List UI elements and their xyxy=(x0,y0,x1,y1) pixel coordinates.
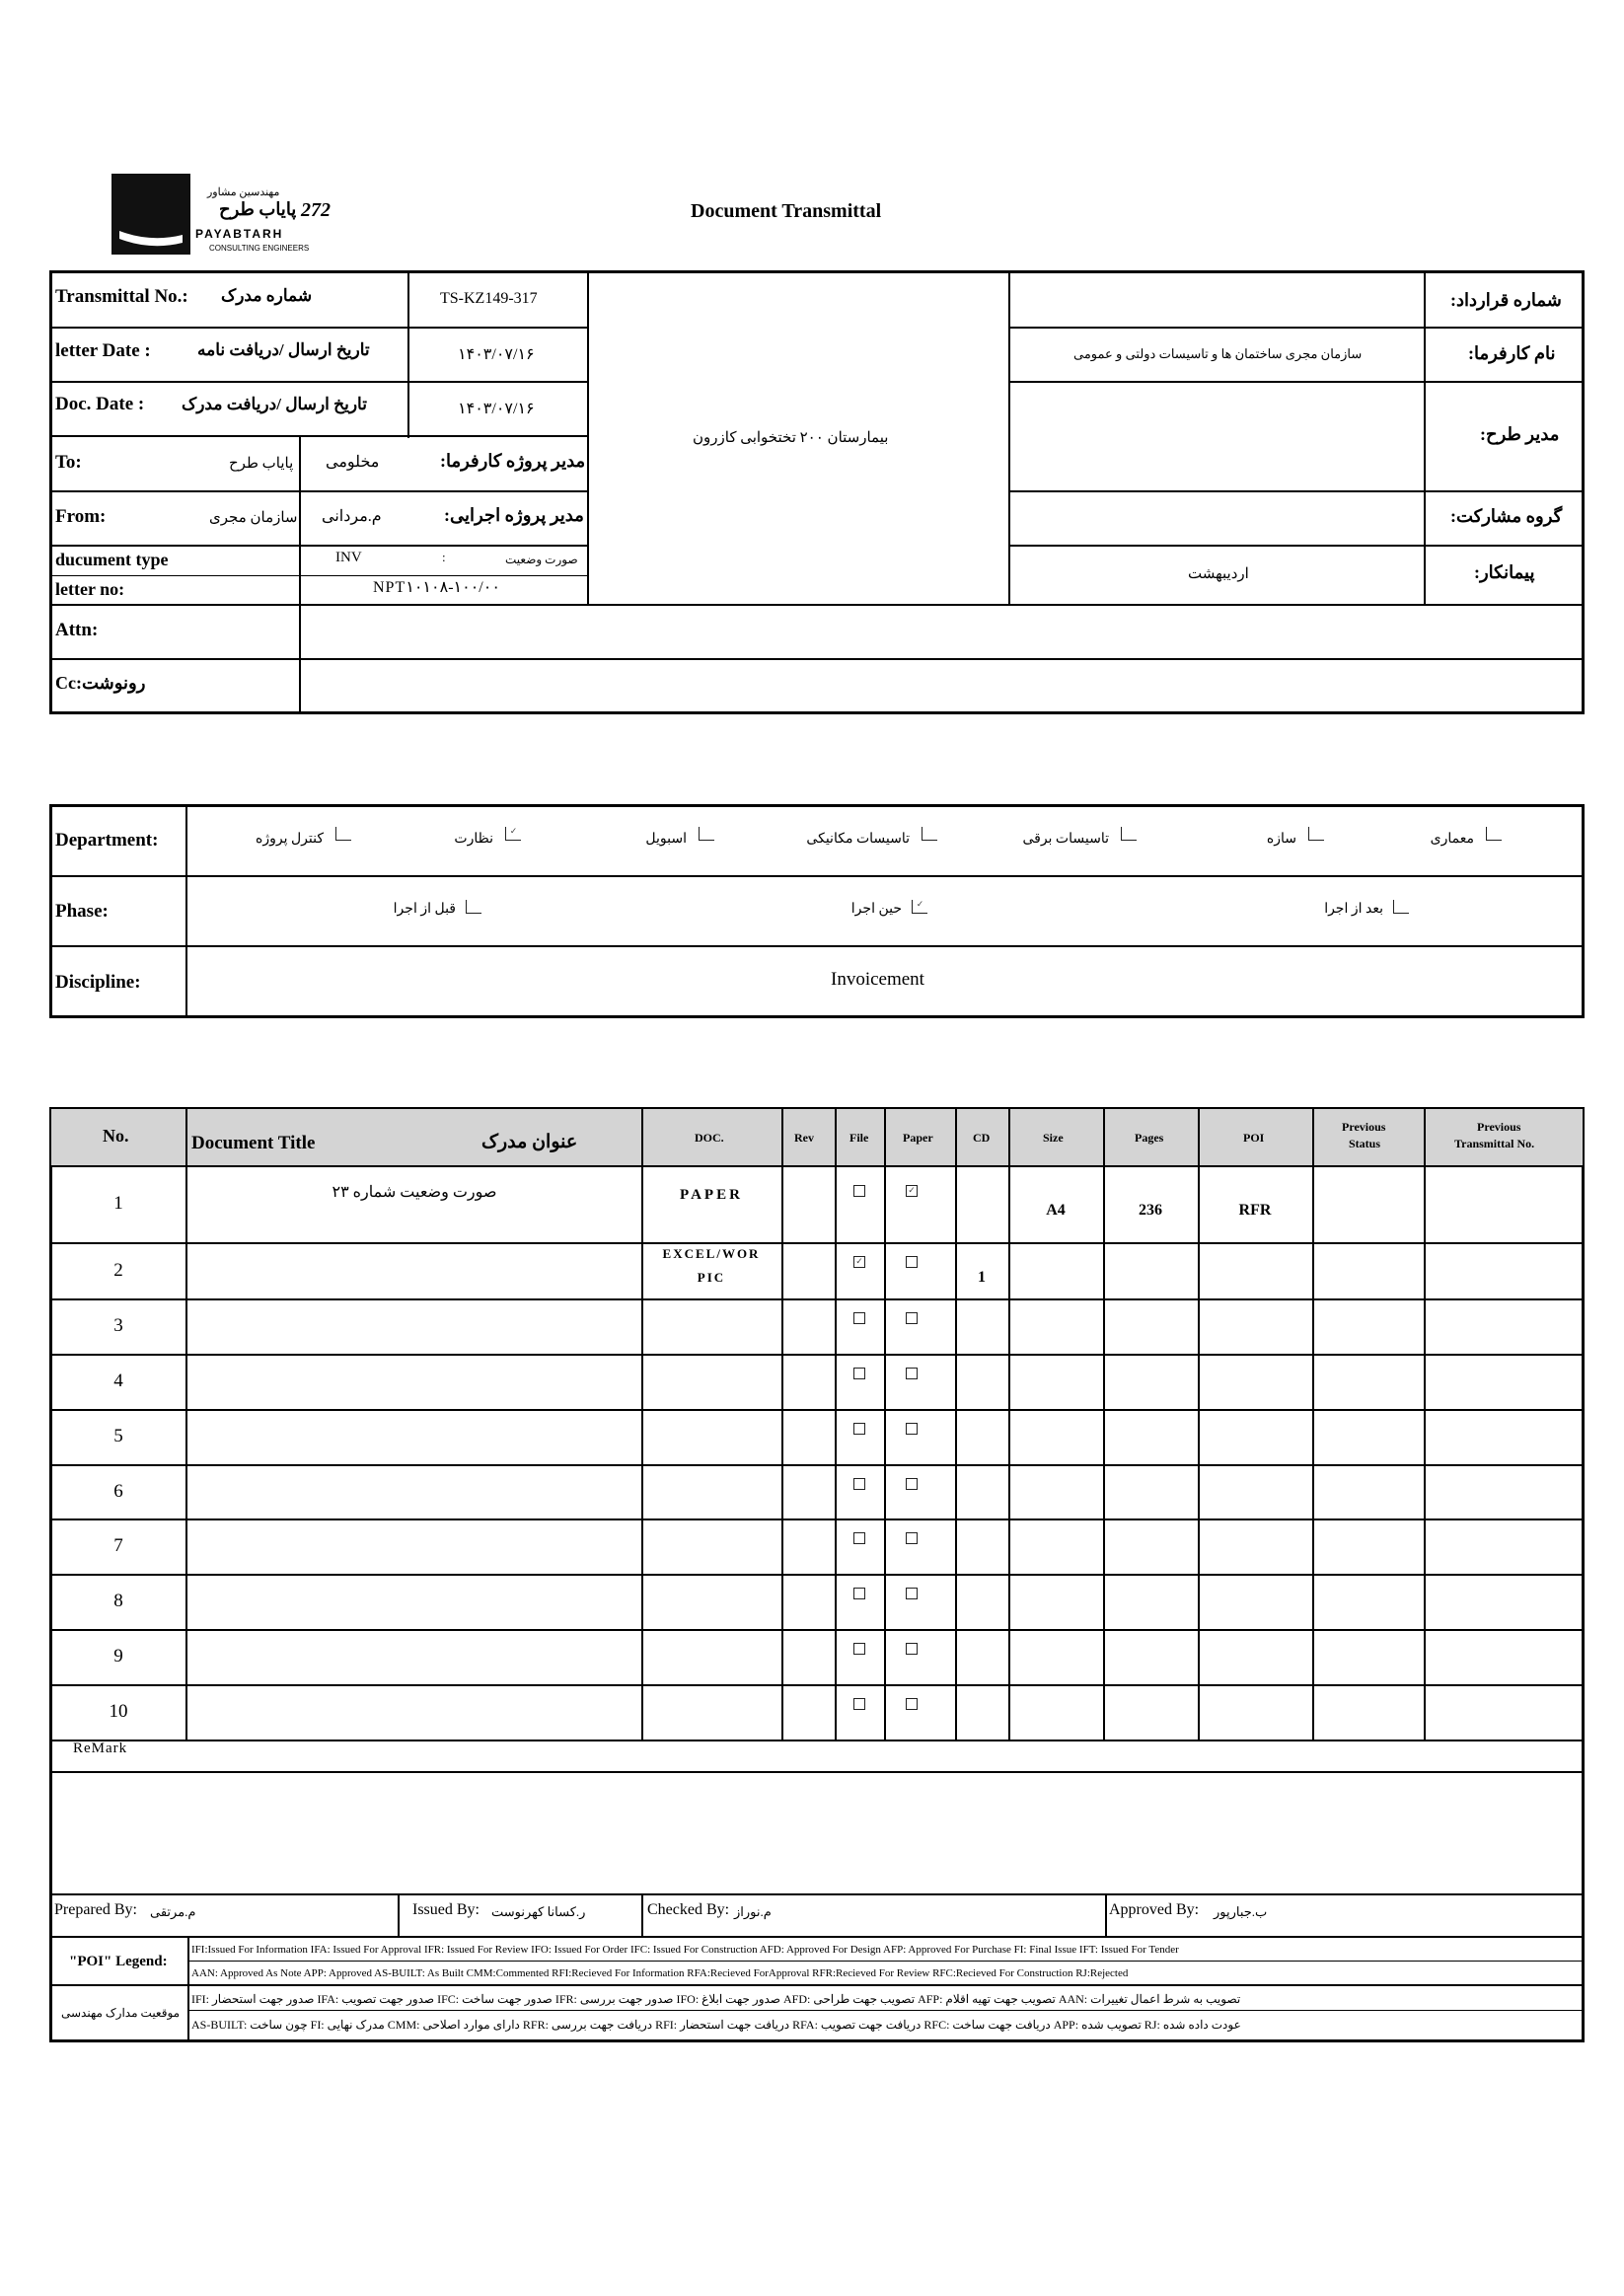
file-checkbox[interactable] xyxy=(853,1478,865,1490)
cc-label: Cc:رونوشت xyxy=(55,673,146,693)
design-manager-label: مدیر طرح: xyxy=(1480,424,1560,444)
letter-no-label: letter no: xyxy=(55,579,125,599)
paper-checkbox[interactable] xyxy=(906,1312,918,1324)
col-title: Document Title xyxy=(191,1133,316,1153)
row-number: 6 xyxy=(113,1480,123,1502)
row-doc: EXCEL/WOR xyxy=(662,1246,761,1261)
department-option-label: معماری xyxy=(1430,832,1474,847)
discipline-label: Discipline: xyxy=(55,972,141,993)
poi-legend-line2: AAN: Approved As Note APP: Approved AS-BUILT: As Built CMM:Commented RFI:Recieved For Information RFA:Recieved ForApproval RFR:Recieved For Review RFC:Recieved For Construction RJ:Rejected xyxy=(191,1967,1129,1979)
poi-legend-line1: IFI:Issued For Information IFA: Issued For Approval IFR: Issued For Review IFO: Issued For Order IFC: Issued For Construction AFD: Approved For Design AFP: Approved For Purchase FI: Final Issue IFT: Issued For Tender xyxy=(191,1944,1179,1956)
paper-checkbox[interactable] xyxy=(906,1185,918,1197)
approved-value: ب.جبارپور xyxy=(1214,1904,1268,1919)
fa-legend-label: موقعیت مدارک مهندسی xyxy=(61,2006,181,2020)
paper-checkbox[interactable] xyxy=(906,1532,918,1544)
page-title: Document Transmittal xyxy=(691,200,882,222)
fa-legend-line2: AS-BUILT: چون ساخت FI: مدرک نهایی CMM: دارای موارد اصلاحی RFR: دریافت جهت بررسی RFI: دریافت جهت استحضار RFA: دریافت جهت تصویب RFC: دریافت جهت ساخت APP: تصویب شده RJ: عودت داده شده xyxy=(191,2018,1241,2032)
remark-label: ReMark xyxy=(73,1741,128,1756)
logo-en-name: PAYABTARH xyxy=(195,227,284,241)
paper-checkbox[interactable] xyxy=(906,1256,918,1268)
col-doc: DOC. xyxy=(695,1131,724,1145)
letter-date-fa: تاریخ ارسال /دریافت نامه xyxy=(197,340,370,359)
from-person: م.مردانی xyxy=(322,508,382,525)
row-number: 3 xyxy=(113,1315,123,1336)
phase-checkbox[interactable] xyxy=(1393,900,1409,914)
file-checkbox[interactable] xyxy=(853,1588,865,1599)
row-cd: 1 xyxy=(978,1268,986,1286)
col-file: File xyxy=(849,1131,869,1145)
approved-label: Approved By: xyxy=(1109,1901,1200,1918)
letter-date-label: letter Date : xyxy=(55,340,151,361)
transmittal-no-value: TS-KZ149-317 xyxy=(440,290,538,307)
paper-checkbox[interactable] xyxy=(906,1423,918,1435)
transmittal-no-fa: شماره مدرک xyxy=(221,286,313,305)
department-checkbox[interactable] xyxy=(1486,827,1502,841)
letter-date-value: ۱۴۰۳/۰۷/۱۶ xyxy=(458,346,535,363)
check-mark-icon: ✓ xyxy=(855,1257,863,1267)
contractor-value: اردیبهشت xyxy=(1188,566,1249,582)
check-mark-icon: ✓ xyxy=(908,1186,916,1196)
prepared-label: Prepared By: xyxy=(54,1901,137,1918)
department-label: Department: xyxy=(55,830,159,851)
logo-en-sub: CONSULTING ENGINEERS xyxy=(209,244,310,253)
department-option-label: سازه xyxy=(1266,832,1296,847)
department-option-label: کنترل پروژه xyxy=(256,832,324,847)
row-doc-line2: PIC xyxy=(697,1270,726,1285)
department-checkbox[interactable] xyxy=(505,827,521,841)
employer-value: سازمان مجری ساختمان ها و تاسیسات دولتی و عمومی xyxy=(1073,346,1363,361)
check-mark-icon: ✓ xyxy=(509,827,518,837)
logo-mark-icon xyxy=(111,174,190,255)
row-number: 1 xyxy=(113,1193,123,1214)
file-checkbox[interactable] xyxy=(853,1185,865,1197)
issued-value: ر.کسانا کهرنوست xyxy=(491,1904,586,1919)
file-checkbox[interactable] xyxy=(853,1256,865,1268)
contract-no-label: شماره قرارداد: xyxy=(1450,290,1562,310)
department-checkbox[interactable] xyxy=(1121,827,1137,841)
doc-type-label: ducument type xyxy=(55,550,169,569)
poi-legend-label: "POI" Legend: xyxy=(69,1954,168,1969)
fa-legend-line1: IFI: صدور جهت استحضار IFA: صدور جهت تصویب IFC: صدور جهت ساخت IFR: صدور جهت بررسی IFO: صدور جهت ابلاغ AFD: تصویب جهت طراحی AFP: تصویب جهت تهیه اقلام AAN: تصویب به شرط اعمال تغییرات xyxy=(191,1992,1241,2006)
row-number: 9 xyxy=(113,1646,123,1666)
file-checkbox[interactable] xyxy=(853,1532,865,1544)
row-doc: PAPER xyxy=(680,1187,743,1203)
logo-fa-small: مهندسین مشاور xyxy=(207,186,280,198)
info-table xyxy=(49,270,1585,714)
to-org: پایاب طرح xyxy=(229,456,294,472)
attn-label: Attn: xyxy=(55,620,99,640)
department-option-label: نظارت xyxy=(454,832,493,847)
row-size: A4 xyxy=(1046,1202,1066,1219)
col-rev: Rev xyxy=(794,1131,814,1145)
department-option-label: تاسیسات مکانیکی xyxy=(806,832,910,847)
col-title-fa: عنوان مدرک xyxy=(481,1132,578,1152)
from-role-fa: مدیر پروژه اجرایی: xyxy=(444,505,584,525)
row-number: 10 xyxy=(109,1701,128,1722)
phase-label: Phase: xyxy=(55,901,109,922)
phase-option-label: قبل از اجرا xyxy=(393,902,456,917)
doc-date-label: Doc. Date : xyxy=(55,394,145,414)
from-label: From: xyxy=(55,506,107,527)
phase-checkbox[interactable] xyxy=(466,900,481,914)
col-prev-no-1: Previous xyxy=(1477,1120,1521,1134)
file-checkbox[interactable] xyxy=(853,1698,865,1710)
department-checkbox[interactable] xyxy=(699,827,714,841)
contractor-label: پیمانکار: xyxy=(1474,562,1535,582)
phase-checkbox[interactable] xyxy=(912,900,927,914)
letter-no-value: NPT۱۰۱۰۸-۱۰۰/۰۰ xyxy=(373,579,500,596)
row-number: 2 xyxy=(113,1259,123,1281)
paper-checkbox[interactable] xyxy=(906,1698,918,1710)
col-paper: Paper xyxy=(903,1131,933,1145)
col-prev-status-2: Status xyxy=(1349,1137,1381,1150)
check-mark-icon: ✓ xyxy=(916,900,924,910)
checked-label: Checked By: xyxy=(647,1901,730,1918)
department-checkbox[interactable] xyxy=(1308,827,1324,841)
row-number: 7 xyxy=(113,1535,123,1556)
project-name: بیمارستان ۲۰۰ تختخوابی کازرون xyxy=(693,430,889,446)
department-checkbox[interactable] xyxy=(922,827,937,841)
file-checkbox[interactable] xyxy=(853,1643,865,1655)
file-checkbox[interactable] xyxy=(853,1423,865,1435)
employer-label: نام کارفرما: xyxy=(1468,343,1556,363)
to-label: To: xyxy=(55,452,82,473)
doc-type-fa: صورت وضعیت xyxy=(505,553,578,566)
col-pages: Pages xyxy=(1135,1131,1164,1145)
logo-fa-name: پایاب طرح xyxy=(219,199,297,219)
department-option-label: تاسیسات برقی xyxy=(1022,832,1109,847)
row-title: صورت وضعیت شماره ۲۳ xyxy=(332,1184,497,1201)
file-checkbox[interactable] xyxy=(853,1368,865,1379)
phase-option-label: حین اجرا xyxy=(850,902,902,917)
row-pages: 236 xyxy=(1139,1202,1162,1219)
from-org: سازمان مجری xyxy=(209,510,298,526)
issued-label: Issued By: xyxy=(412,1901,480,1918)
paper-checkbox[interactable] xyxy=(906,1478,918,1490)
col-prev-status-1: Previous xyxy=(1342,1120,1386,1134)
discipline-value: Invoicement xyxy=(831,969,924,990)
to-role-fa: مدیر پروژه کارفرما: xyxy=(440,451,586,471)
doc-date-fa: تاریخ ارسال /دریافت مدرک xyxy=(182,395,367,413)
phase-option-label: بعد از اجرا xyxy=(1324,902,1383,917)
transmittal-no-label: Transmittal No.: xyxy=(55,286,188,307)
department-checkbox[interactable] xyxy=(335,827,351,841)
to-person: مخلومی xyxy=(326,454,380,471)
prepared-value: م.مرتقی xyxy=(150,1904,196,1919)
col-cd: CD xyxy=(973,1131,991,1145)
doc-type-sep: : xyxy=(442,550,446,564)
col-no: No. xyxy=(103,1126,129,1146)
col-poi: POI xyxy=(1243,1131,1265,1145)
doc-date-value: ۱۴۰۳/۰۷/۱۶ xyxy=(458,401,535,417)
col-size: Size xyxy=(1043,1131,1064,1145)
col-prev-no-2: Transmittal No. xyxy=(1454,1137,1535,1150)
checked-value: م.نوراز xyxy=(734,1904,772,1919)
row-number: 8 xyxy=(113,1591,123,1611)
doc-type-value: INV xyxy=(335,550,362,565)
row-number: 5 xyxy=(113,1426,123,1446)
company-logo xyxy=(111,174,190,255)
paper-checkbox[interactable] xyxy=(906,1588,918,1599)
paper-checkbox[interactable] xyxy=(906,1643,918,1655)
paper-checkbox[interactable] xyxy=(906,1368,918,1379)
row-poi: RFR xyxy=(1238,1202,1272,1219)
row-number: 4 xyxy=(113,1370,123,1391)
logo-number: 272 xyxy=(301,199,331,221)
department-option-label: اسبویل xyxy=(645,832,687,847)
partnership-label: گروه مشارکت: xyxy=(1450,506,1563,526)
file-checkbox[interactable] xyxy=(853,1312,865,1324)
